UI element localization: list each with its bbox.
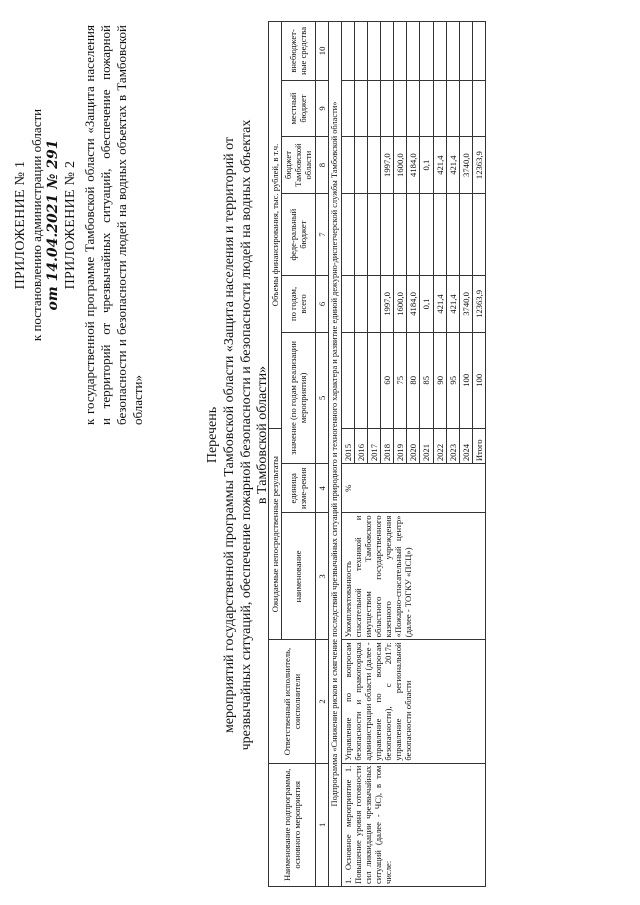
subprogram-row — [328, 22, 341, 887]
extra-cell — [354, 22, 367, 81]
regional-cell: 421,4 — [446, 137, 459, 194]
regional-cell: 0,1 — [420, 137, 433, 194]
appendix-program-text: к государственной программе Тамбовской области «Защита населения и территорий от чрезвычайных ситуаций, обеспечение пожарной безопасности и безопасности людей на водных объектах в Тамбовской области» — [82, 25, 145, 425]
total-cell: 1997,0 — [381, 276, 394, 332]
regional-cell: 1600,0 — [394, 137, 407, 194]
regional-cell: 3740,0 — [459, 137, 472, 194]
year-cell: 2021 — [420, 428, 433, 463]
total-cell — [341, 276, 354, 332]
col-number: 4 — [315, 464, 328, 513]
regional-cell: 4184,0 — [407, 137, 420, 194]
indicator-name: Укомплектованность спасательной техникой и имуществом Тамбовского областного государственного казенного учреждения «Пожарно-спасательный центр» (далее - ТОГКУ «ПСЦ») — [341, 513, 486, 640]
measures-table — [268, 21, 486, 887]
measure-executor: Управление по вопросам безопасности и правопорядка администрации области (далее - управление по вопросам безопасности), с 2017г. управление региональной безопасности области — [341, 640, 486, 763]
year-cell-total: Итого — [473, 428, 486, 463]
col-number: 7 — [315, 194, 328, 276]
federal-cell — [354, 194, 367, 276]
year-cell: 2020 — [407, 428, 420, 463]
local-cell — [473, 80, 486, 136]
appendix-block — [12, 25, 146, 425]
local-cell — [381, 80, 394, 136]
header-res-unit: единица изме-рения — [282, 464, 315, 513]
federal-cell — [341, 194, 354, 276]
federal-cell — [473, 194, 486, 276]
federal-cell — [420, 194, 433, 276]
col-number: 6 — [315, 276, 328, 332]
header-col-executor: Ответственный исполнитель, соисполнители — [269, 640, 316, 763]
year-cell: 2015 — [341, 428, 354, 463]
year-cell: 2024 — [459, 428, 472, 463]
local-cell — [367, 80, 380, 136]
col-number: 10 — [315, 22, 328, 81]
regional-cell: 12363,9 — [473, 137, 486, 194]
local-cell — [446, 80, 459, 136]
value-cell — [341, 332, 354, 428]
extra-cell — [407, 22, 420, 81]
value-cell — [354, 332, 367, 428]
value-cell: 80 — [407, 332, 420, 428]
year-cell: 2016 — [354, 428, 367, 463]
federal-cell — [381, 194, 394, 276]
year-cell: 2019 — [394, 428, 407, 463]
extra-cell — [473, 22, 486, 81]
header-fin-extra: внебюджет-ные средства — [282, 22, 315, 81]
total-cell: 421,4 — [446, 276, 459, 332]
federal-cell — [367, 194, 380, 276]
total-cell: 421,4 — [433, 276, 446, 332]
value-cell: 60 — [381, 332, 394, 428]
total-cell — [367, 276, 380, 332]
federal-cell — [446, 194, 459, 276]
regional-cell: 421,4 — [433, 137, 446, 194]
regional-cell — [367, 137, 380, 194]
document-title — [205, 115, 272, 755]
value-cell: 95 — [446, 332, 459, 428]
value-cell: 90 — [433, 332, 446, 428]
total-cell: 4184,0 — [407, 276, 420, 332]
value-cell: 100 — [473, 332, 486, 428]
local-cell — [459, 80, 472, 136]
col-number: 2 — [315, 640, 328, 763]
extra-cell — [459, 22, 472, 81]
col-number: 9 — [315, 80, 328, 136]
title-word: Перечень — [205, 406, 220, 464]
value-cell: 85 — [420, 332, 433, 428]
extra-cell — [381, 22, 394, 81]
local-cell — [433, 80, 446, 136]
appendix-title: ПРИЛОЖЕНИЕ № 1 — [13, 160, 28, 290]
value-cell: 100 — [459, 332, 472, 428]
federal-cell — [407, 194, 420, 276]
total-cell — [354, 276, 367, 332]
handwritten-date-number: от 14.04.2021 № 291 — [44, 139, 61, 311]
measure-name: 1. Основное мероприятие 1. Повышение уровня готовности сил ликвидации чрезвычайных ситуаций (далее - ЧС), в том числе: — [341, 763, 486, 886]
table-row — [341, 22, 354, 887]
regional-cell — [354, 137, 367, 194]
col-number: 8 — [315, 137, 328, 194]
extra-cell — [446, 22, 459, 81]
year-cell: 2022 — [433, 428, 446, 463]
header-group-finance: Объемы финансирования, тыс. рублей, в т.ч. — [269, 22, 282, 429]
year-cell: 2017 — [367, 428, 380, 463]
col-number: 3 — [315, 513, 328, 640]
extra-cell — [433, 22, 446, 81]
title-text: мероприятий государственной программы Тамбовской области «Защита населения и территорий от чрезвычайных ситуаций, обеспечение пожарной безопасности и безопасности людей на водных объектах в Тамбовской области» — [221, 119, 271, 751]
col-number: 5 — [315, 332, 328, 464]
year-cell: 2023 — [446, 428, 459, 463]
indicator-unit: % — [341, 464, 486, 513]
header-fin-federal: феде-ральный бюджет — [282, 194, 315, 276]
local-cell — [394, 80, 407, 136]
extra-cell — [367, 22, 380, 81]
extra-cell — [394, 22, 407, 81]
appendix-title-2: ПРИЛОЖЕНИЕ № 2 — [63, 160, 79, 290]
header-res-value: значение (по годам реализации мероприятия) — [282, 332, 315, 464]
value-cell: 75 — [394, 332, 407, 428]
local-cell — [407, 80, 420, 136]
local-cell — [354, 80, 367, 136]
appendix-decree-line: к постановлению администрации области — [29, 108, 45, 342]
federal-cell — [433, 194, 446, 276]
header-fin-total: по годам, всего — [282, 276, 315, 332]
column-number-row — [315, 22, 328, 887]
total-cell: 12363,9 — [473, 276, 486, 332]
local-cell — [420, 80, 433, 136]
federal-cell — [459, 194, 472, 276]
header-res-name: наименование — [282, 513, 315, 640]
total-cell: 3740,0 — [459, 276, 472, 332]
extra-cell — [341, 22, 354, 81]
header-fin-local: местный бюджет — [282, 80, 315, 136]
local-cell — [341, 80, 354, 136]
value-cell — [367, 332, 380, 428]
extra-cell — [420, 22, 433, 81]
header-group-results: Ожидаемые непосредственные результаты — [269, 428, 282, 639]
regional-cell — [341, 137, 354, 194]
header-row-1 — [269, 22, 282, 887]
header-col-program: Наименование подпрограммы, основного мероприятия — [269, 763, 316, 886]
total-cell: 1600,0 — [394, 276, 407, 332]
year-cell: 2018 — [381, 428, 394, 463]
total-cell: 0,1 — [420, 276, 433, 332]
col-number: 1 — [315, 763, 328, 886]
subprogram-title: Подпрограмма «Снижение рисков и смягчение последствий чрезвычайных ситуаций природного и техногенного характера и развитие единой дежурно-диспетчерской службы Тамбовской области» — [328, 22, 341, 887]
header-fin-regional: бюджет Тамбовской области — [282, 137, 315, 194]
federal-cell — [394, 194, 407, 276]
regional-cell: 1997,0 — [381, 137, 394, 194]
